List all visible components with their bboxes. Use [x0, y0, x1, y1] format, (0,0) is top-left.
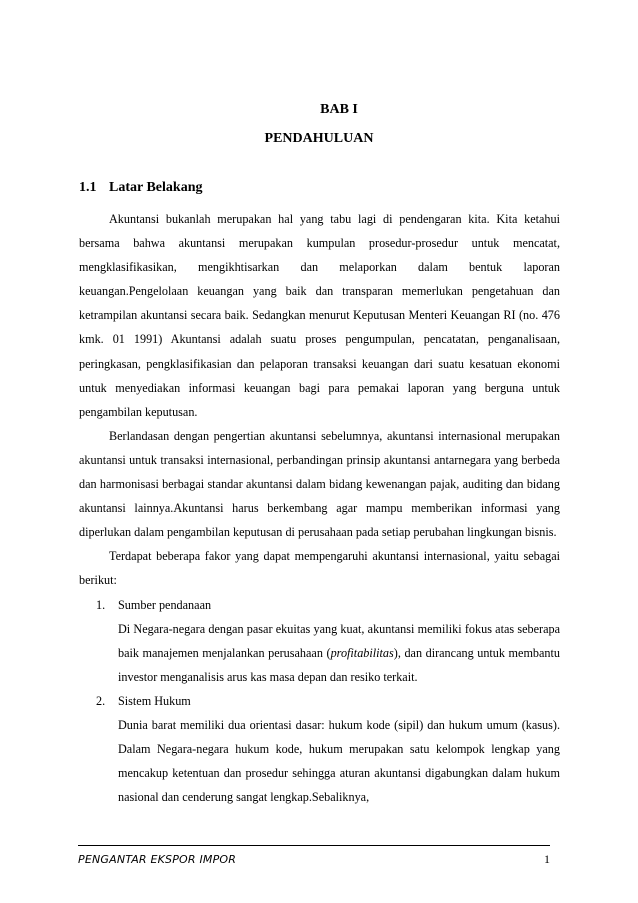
list-marker: 1.	[96, 597, 106, 612]
list-item-title: Sumber pendanaan	[118, 597, 212, 612]
list-item-text	[118, 617, 560, 689]
list-item-text-part: Di Negara-negara dengan pasar ekuitas yang kuat, akuntansi memiliki fokus atas seberapa baik manajemen menjalankan perusahaan (	[118, 621, 560, 660]
list-marker: 2.	[96, 693, 106, 708]
page-number: 1	[544, 852, 550, 866]
chapter-title: PENDAHULUAN	[264, 131, 374, 146]
factor-list	[79, 593, 560, 810]
list-item	[79, 593, 560, 689]
body-text	[79, 207, 560, 809]
list-item-title: Sistem Hukum	[118, 693, 191, 708]
section-number: 1.1	[79, 180, 97, 195]
section-heading	[79, 180, 202, 196]
paragraph: Berlandasan dengan pengertian akuntansi sebelumnya, akuntansi internasional merupakan akuntansi untuk transaksi internasional, perbandingan prinsip akuntansi antarnegara yang berbeda dan harmonisasi berbagai standar akuntansi dalam bidang kewenangan pajak, auditing dan bidang akuntansi lainnya.Akuntansi harus berkembang agar mampu memberikan informasi yang diperlukan dalam pengambilan keputusan di perusahaan pada setiap perubahan lingkungan bisnis.	[79, 428, 560, 540]
list-item-italic-term: profitabilitas	[330, 645, 394, 660]
list-item-text-part: ), dan dirancang untuk membantu investor menganalisis arus kas masa depan dan resiko terkait.	[118, 645, 560, 684]
section-title: Latar Belakang	[109, 180, 203, 195]
footer-title: PENGANTAR EKSPOR IMPOR	[78, 853, 237, 866]
paragraph: Akuntansi bukanlah merupakan hal yang tabu lagi di pendengaran kita. Kita ketahui bersama bahwa akuntansi merupakan kumpulan prosedur-prosedur untuk mencatat, mengklasifikasikan, mengikhtisarkan dan melaporkan dalam bentuk laporan keuangan.Pengelolaan keuangan yang baik dan transparan memerlukan pengetahuan dan ketrampilan akuntansi secara baik. Sedangkan menurut Keputusan Menteri Keuangan RI (no. 476 kmk. 01 1991) Akuntansi adalah suatu proses pengumpulan, pencatatan, penganalisaan, peringkasan, pengklasifikasian dan pelaporan transaksi keuangan dari suatu kesatuan ekonomi untuk menyediakan informasi keuangan bagi para pemakai laporan yang berguna untuk pengambilan keputusan.	[79, 212, 560, 419]
list-item	[79, 689, 560, 809]
page-footer	[78, 845, 550, 866]
list-item-text: Dunia barat memiliki dua orientasi dasar: hukum kode (sipil) dan hukum umum (kasus). Dalam Negara-negara hukum kode, hukum merupakan satu kelompok lengkap yang mencakup ketentuan dan prosedur sehingga aturan akuntansi digabungkan dalam hukum nasional dan cenderung sangat lengkap.Sebaliknya,	[118, 717, 560, 805]
paragraph: Terdapat beberapa fakor yang dapat mempengaruhi akuntansi internasional, yaitu sebagai berikut:	[79, 549, 560, 588]
chapter-number: BAB I	[320, 102, 358, 117]
